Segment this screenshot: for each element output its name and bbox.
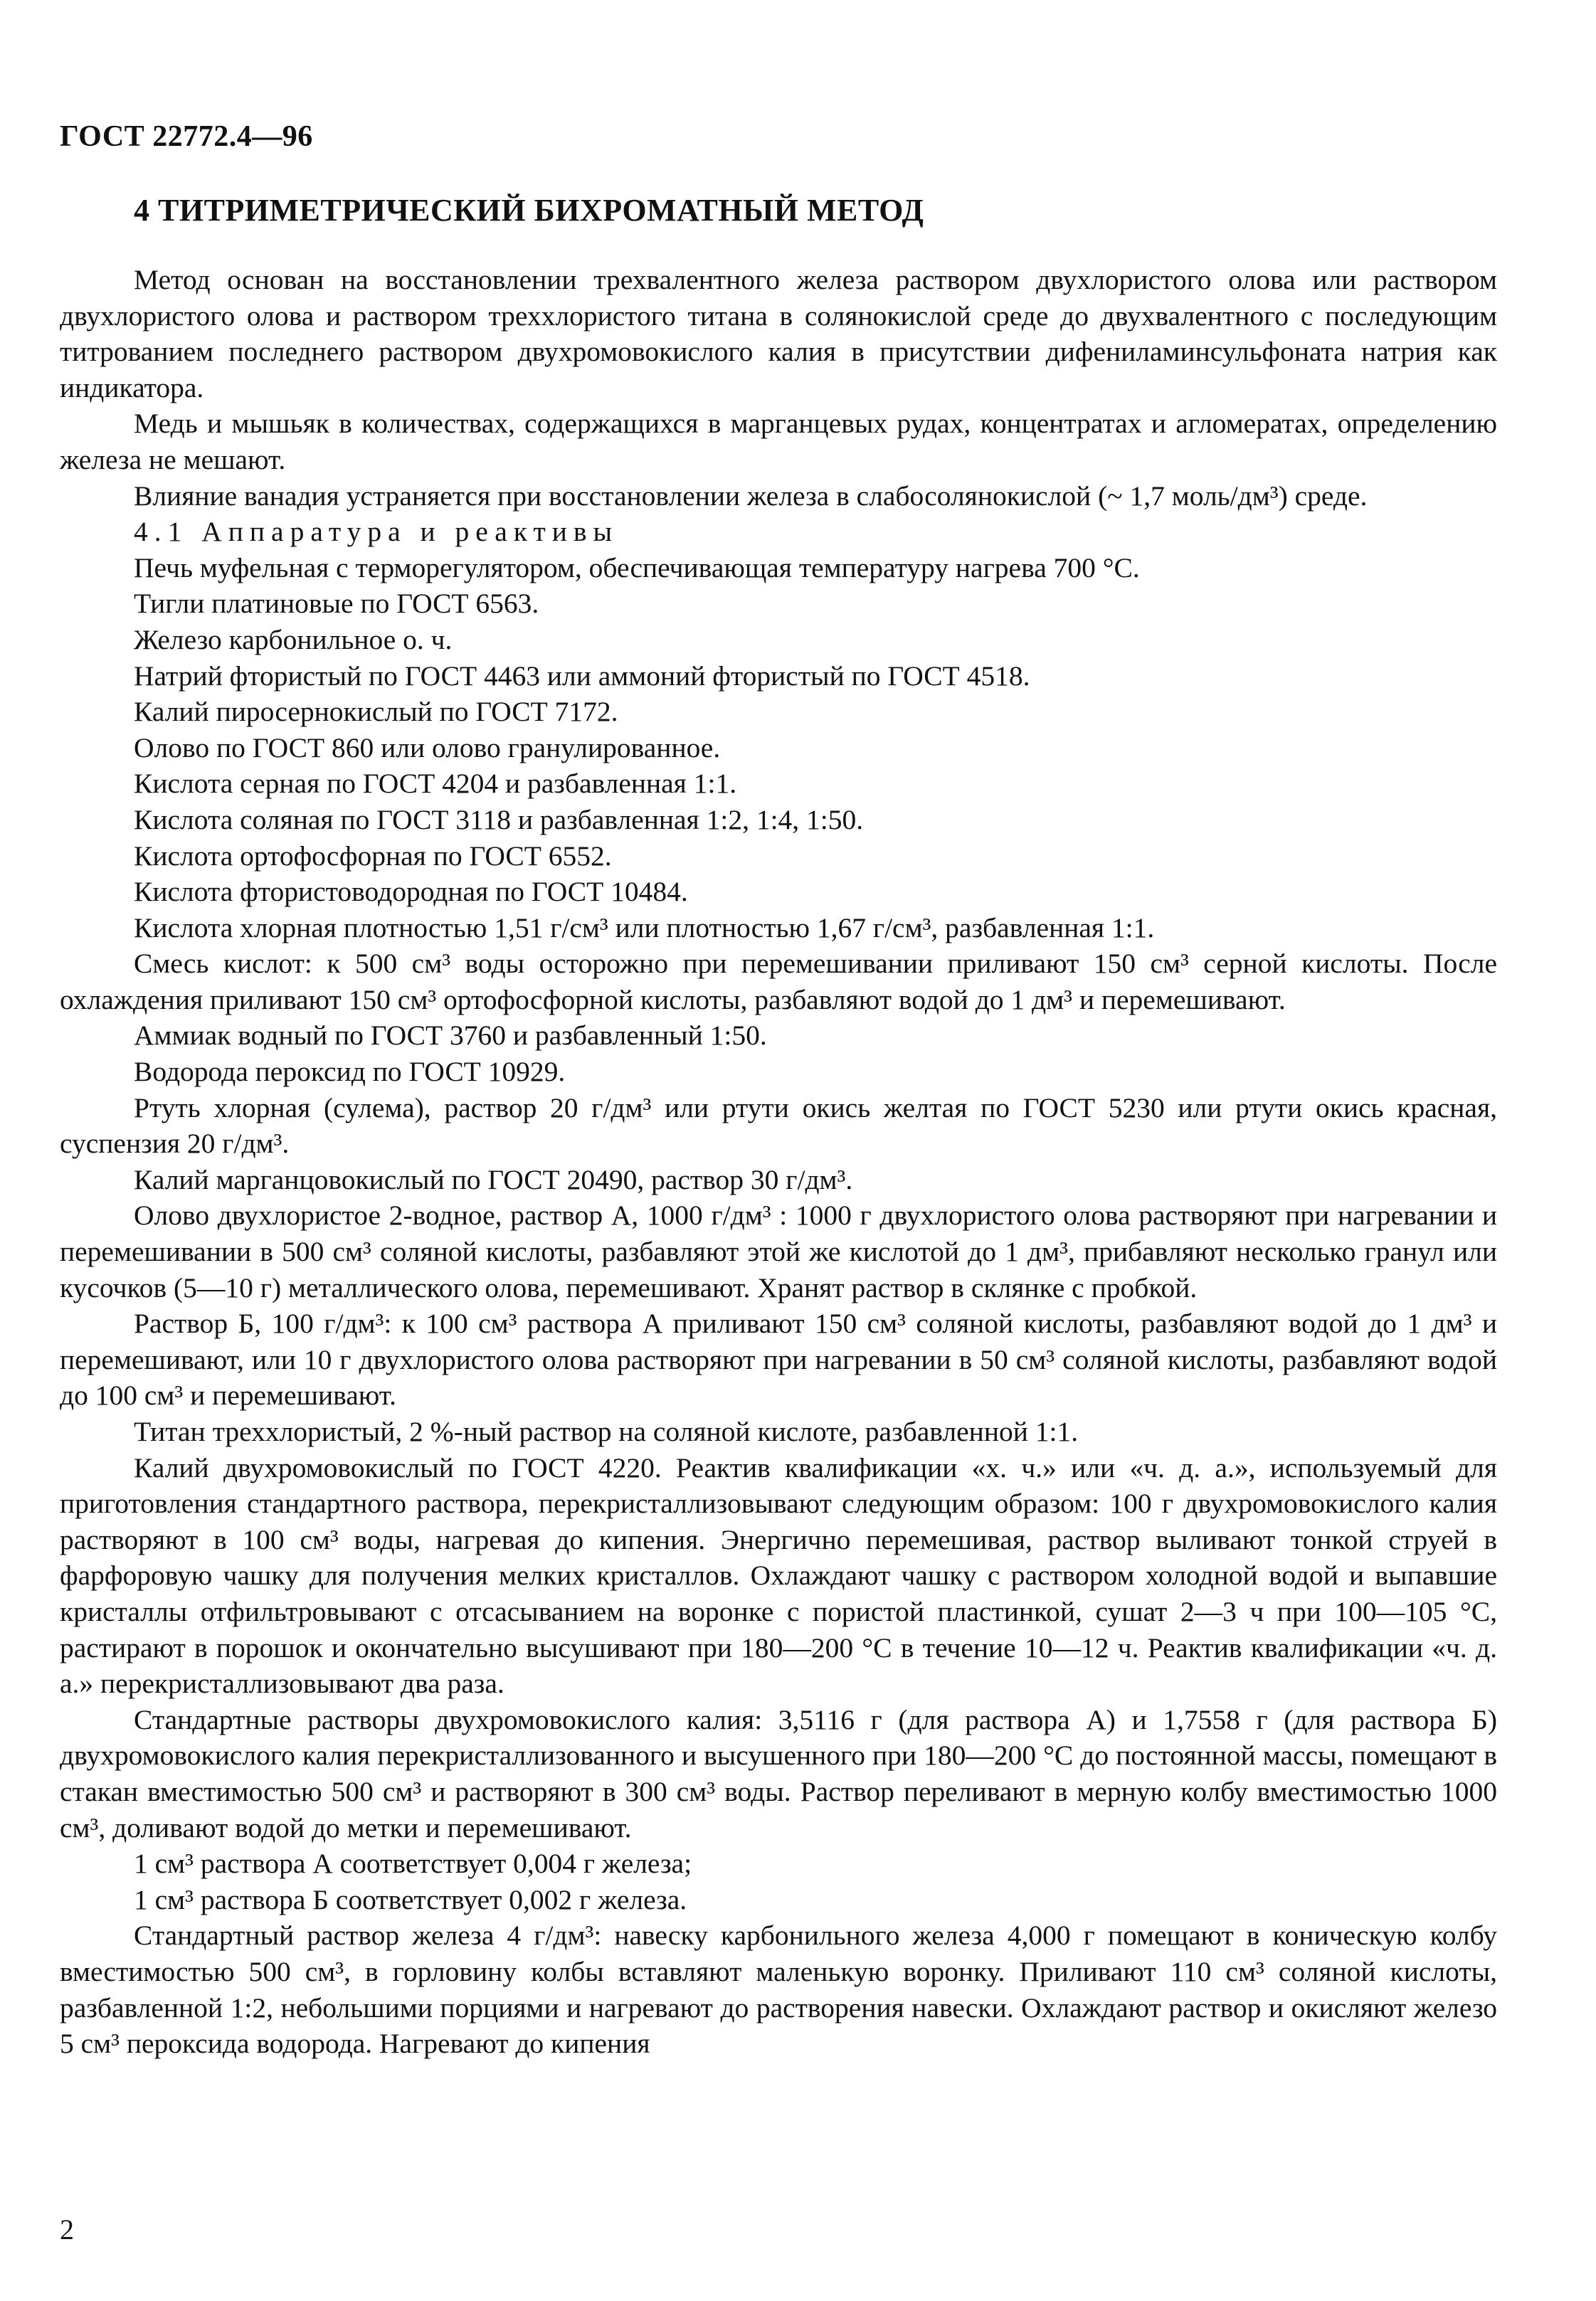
subsection-heading: 4.1 Аппаратура и реактивы bbox=[134, 516, 619, 548]
reagent-line: Железо карбонильное о. ч. bbox=[134, 623, 453, 655]
reagent-line: Кислота ортофосфорная по ГОСТ 6552. bbox=[134, 840, 612, 872]
paragraph-method: Метод основан на восстановлении трехвалентного железа раствором двухлористого олова или раствором двухлористого олова и раствором треххлористого титана в солянокислой среде до двухвалентного с последующим титрованием последнего раствором двухромовокислого калия в присутствии дифениламинсульфоната натрия как индикатора. bbox=[60, 264, 1497, 403]
paragraph-tin-a: Олово двухлористое 2-водное, раствор А, 1000 г/дм³ : 1000 г двухлористого олова растворяют при нагревании и перемешивании в 500 см³ соляной кислоты, разбавляют этой же кислотой до 1 дм³, прибавляют несколько гранул или кусочков (5—10 г) металлического олова, перемешивают. Хранят раствор в склянке с пробкой. bbox=[60, 1200, 1497, 1303]
reagent-line: Кислота соляная по ГОСТ 3118 и разбавленная 1:2, 1:4, 1:50. bbox=[134, 803, 864, 835]
reagent-line: Кислота серная по ГОСТ 4204 и разбавленная 1:1. bbox=[134, 768, 737, 800]
body-text bbox=[60, 262, 1497, 2062]
paragraph-dichromate: Калий двухромовокислый по ГОСТ 4220. Реактив квалификации «х. ч.» или «ч. д. а.», используемый для приготовления стандартного раствора, перекристаллизовывают следующим образом: 100 г двухромовокислого калия растворяют в 100 см³ воды, нагревая до кипения. Энергично перемешивая, раствор выливают тонкой струей в фарфоровую чашку для получения мелких кристаллов. Охлаждают чашку с раствором холодной водой и выпавшие кристаллы отфильтровывают с отсасыванием на воронке с пористой пластинкой, сушат 2—3 ч при 100—105 °С, растирают в порошок и окончательно высушивают при 180—200 °С в течение 10—12 ч. Реактив квалификации «ч. д. а.» перекристаллизовывают два раза. bbox=[60, 1451, 1497, 1700]
reagent-line: Кислота фтористоводородная по ГОСТ 10484. bbox=[134, 876, 688, 908]
paragraph-tin-b: Раствор Б, 100 г/дм³: к 100 см³ раствора А приливают 150 см³ соляной кислоты, разбавляют водой до 1 дм³ и перемешивают, или 10 г двухлористого олова растворяют при нагревании в 50 см³ соляной кислоты, разбавляют водой до 100 см³ и перемешивают. bbox=[60, 1308, 1497, 1412]
paragraph-vanadium: Влияние ванадия устраняется при восстановлении железа в слабосолянокислой (~ 1,7 моль/дм³) среде. bbox=[134, 480, 1368, 512]
reagent-line: Водорода пероксид по ГОСТ 10929. bbox=[134, 1056, 566, 1088]
paragraph-interference: Медь и мышьяк в количествах, содержащихся в марганцевых рудах, концентратах и агломератах, определению железа не мешают. bbox=[60, 408, 1497, 475]
equivalence-line: 1 см³ раствора Б соответствует 0,002 г железа. bbox=[134, 1883, 687, 1915]
equivalence-line: 1 см³ раствора А соответствует 0,004 г железа; bbox=[134, 1848, 692, 1880]
reagent-line: Калий марганцовокислый по ГОСТ 20490, раствор 30 г/дм³. bbox=[134, 1163, 853, 1195]
paragraph-acid-mix: Смесь кислот: к 500 см³ воды осторожно при перемешивании приливают 150 см³ серной кислоты. После охлаждения приливают 150 см³ ортофосфорной кислоты, разбавляют водой до 1 дм³ и перемешивают. bbox=[60, 948, 1497, 1015]
reagent-line: Кислота хлорная плотностью 1,51 г/см³ или плотностью 1,67 г/см³, разбавленная 1:1. bbox=[134, 911, 1155, 943]
paragraph-standard-solutions: Стандартные растворы двухромовокислого калия: 3,5116 г (для раствора А) и 1,7558 г (для раствора Б) двухромовокислого калия перекристаллизованного и высушенного при 180—200 °С до постоянной массы, помещают в стакан вместимостью 500 см³ и растворяют в 300 см³ воды. Раствор переливают в мерную колбу вместимостью 1000 см³, доливают водой до метки и перемешивают. bbox=[60, 1703, 1497, 1844]
paragraph-iron-standard: Стандартный раствор железа 4 г/дм³: навеску карбонильного железа 4,000 г помещают в коническую колбу вместимостью 500 см³, в горловину колбы вставляют маленькую воронку. Приливают 110 см³ соляной кислоты, разбавленной 1:2, небольшими порциями и нагревают до растворения навески. Охлаждают раствор и окисляют железо 5 см³ пероксида водорода. Нагревают до кипения bbox=[60, 1920, 1497, 2060]
section-title: 4 ТИТРИМЕТРИЧЕСКИЙ БИХРОМАТНЫЙ МЕТОД bbox=[134, 193, 924, 228]
reagent-line: Титан треххлористый, 2 %-ный раствор на соляной кислоте, разбавленной 1:1. bbox=[134, 1416, 1079, 1447]
reagent-line: Калий пиросернокислый по ГОСТ 7172. bbox=[134, 696, 618, 728]
page-number: 2 bbox=[60, 2213, 74, 2246]
reagent-line: Печь муфельная с терморегулятором, обеспечивающая температуру нагрева 700 °С. bbox=[134, 551, 1140, 583]
reagent-line: Натрий фтористый по ГОСТ 4463 или аммоний фтористый по ГОСТ 4518. bbox=[134, 660, 1030, 692]
reagent-line: Аммиак водный по ГОСТ 3760 и разбавленный 1:50. bbox=[134, 1020, 767, 1052]
document-header: ГОСТ 22772.4—96 bbox=[60, 120, 313, 153]
reagent-line: Олово по ГОСТ 860 или олово гранулированное. bbox=[134, 731, 721, 763]
reagent-line: Тигли платиновые по ГОСТ 6563. bbox=[134, 588, 539, 620]
paragraph-mercury: Ртуть хлорная (сулема), раствор 20 г/дм³ или ртути окись желтая по ГОСТ 5230 или ртути окись красная, суспензия 20 г/дм³. bbox=[60, 1091, 1497, 1160]
